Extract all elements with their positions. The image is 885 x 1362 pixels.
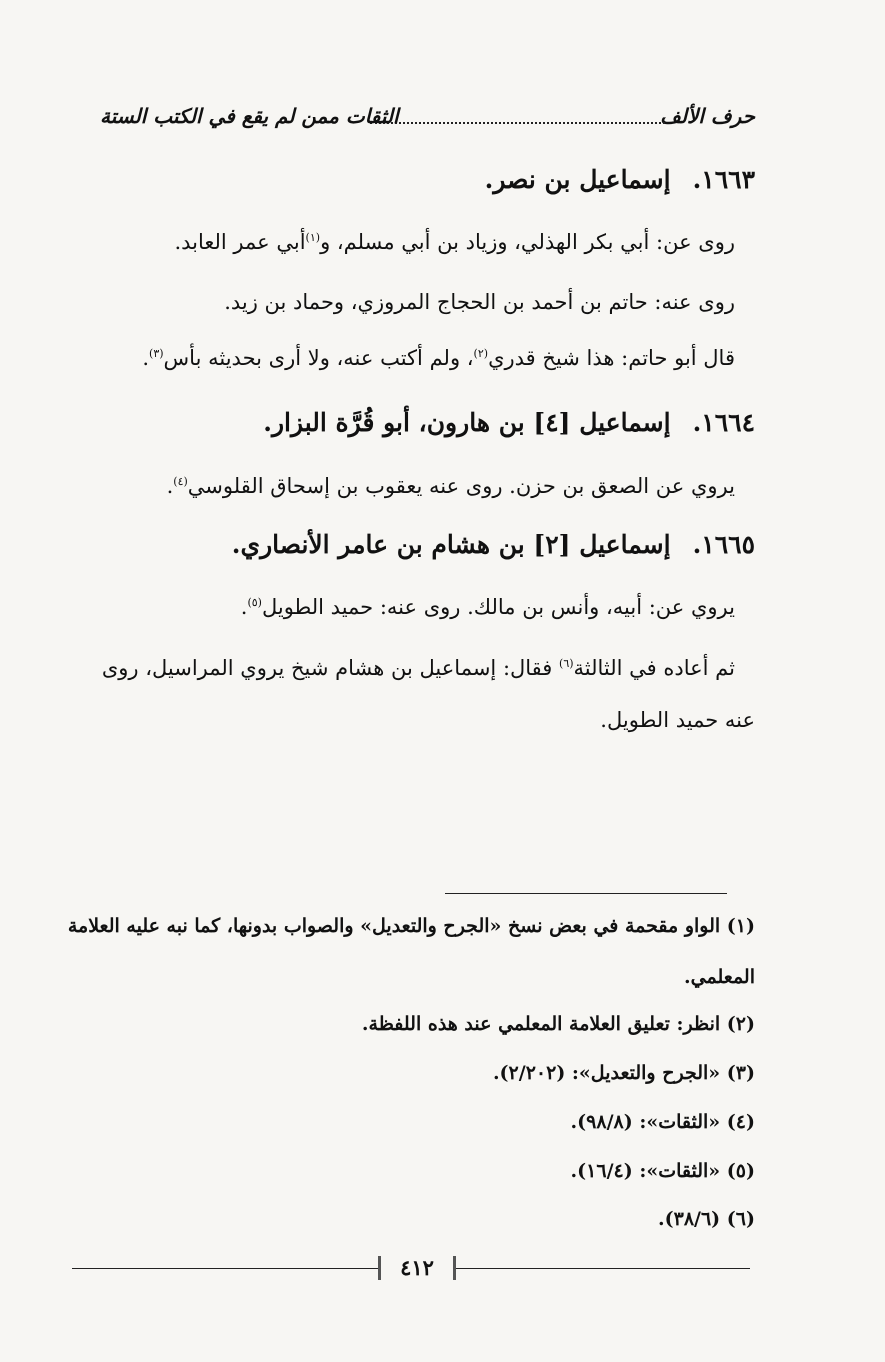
text: . — [142, 346, 150, 370]
footnote-ref: (٢) — [473, 347, 489, 360]
text: يروي عن: أبيه، وأنس بن مالك. روى عنه: حميد الطويل — [261, 595, 735, 619]
text: ثم أعاده في الثالثة — [573, 656, 735, 680]
entry-title: إسماعيل [٢] بن هشام بن عامر الأنصاري. — [231, 530, 671, 559]
entry-line — [80, 346, 735, 370]
footnote: (٣) «الجرح والتعديل»: (٢/٢٠٢). — [492, 1062, 755, 1084]
text: فقال: إسماعيل بن هشام شيخ يروي المراسيل، روى — [101, 656, 560, 680]
text: روى عن: أبي بكر الهذلي، وزياد بن أبي مسلم، و — [320, 230, 735, 254]
entry-line — [80, 595, 735, 619]
text: روى عنه: حاتم بن أحمد بن الحجاج المروزي، وحماد بن زيد. — [224, 290, 735, 314]
text: . — [166, 474, 174, 498]
footnote-ref: (٤) — [173, 475, 188, 488]
footnote: (٢) انظر: تعليق العلامة المعلمي عند هذه اللفظة. — [361, 1013, 755, 1035]
text: أبي عمر العابد. — [174, 230, 306, 254]
footnote-ref: (٣) — [149, 347, 164, 360]
page-number: ٤١٢ — [378, 1251, 456, 1285]
entry-line-continuation: عنه حميد الطويل. — [600, 708, 755, 732]
entry-heading — [80, 408, 755, 437]
text: قال أبو حاتم: هذا شيخ قدري — [488, 346, 735, 370]
entry-number: ١٦٦٣. — [692, 165, 755, 194]
text: . — [240, 595, 248, 619]
footnote-ref: (٥) — [247, 596, 262, 609]
header-book-title: الثقات ممن لم يقع في الكتب الستة — [100, 104, 399, 128]
footnote-ref: (١) — [305, 231, 321, 244]
text: يروي عن الصعق بن حزن. روى عنه يعقوب بن إسحاق القلوسي — [187, 474, 735, 498]
footnote: (٥) «الثقات»: (١٦/٤). — [570, 1160, 755, 1182]
footnote: (٦) (٣٨/٦). — [658, 1208, 755, 1230]
footnote: (١) الواو مقحمة في بعض نسخ «الجرح والتعديل» والصواب بدونها، كما نبه عليه العلامة — [67, 915, 755, 937]
entry-line — [80, 290, 735, 314]
entry-title: إسماعيل بن نصر. — [484, 165, 671, 194]
entry-number: ١٦٦٤. — [692, 408, 755, 437]
footnote-continuation: المعلمي. — [684, 966, 755, 988]
entry-line — [80, 656, 735, 680]
entry-number: ١٦٦٥. — [692, 530, 755, 559]
footnote-ref: (٦) — [559, 657, 574, 670]
footer-rule-right — [456, 1268, 750, 1269]
footnote: (٤) «الثقات»: (٩٨/٨). — [570, 1111, 755, 1133]
header-chapter: حرف الألف — [660, 104, 755, 128]
entry-line — [80, 230, 735, 254]
entry-title: إسماعيل [٤] بن هارون، أبو قُرَّة البزار. — [263, 408, 671, 437]
entry-heading — [80, 165, 755, 194]
text: ، ولم أكتب عنه، ولا أرى بحديثه بأس — [163, 346, 474, 370]
footer-rule-left — [72, 1268, 378, 1269]
header-dots — [370, 122, 665, 124]
footnote-separator — [445, 893, 727, 894]
entry-line — [80, 474, 735, 498]
entry-heading — [80, 530, 755, 559]
running-header — [100, 104, 755, 134]
